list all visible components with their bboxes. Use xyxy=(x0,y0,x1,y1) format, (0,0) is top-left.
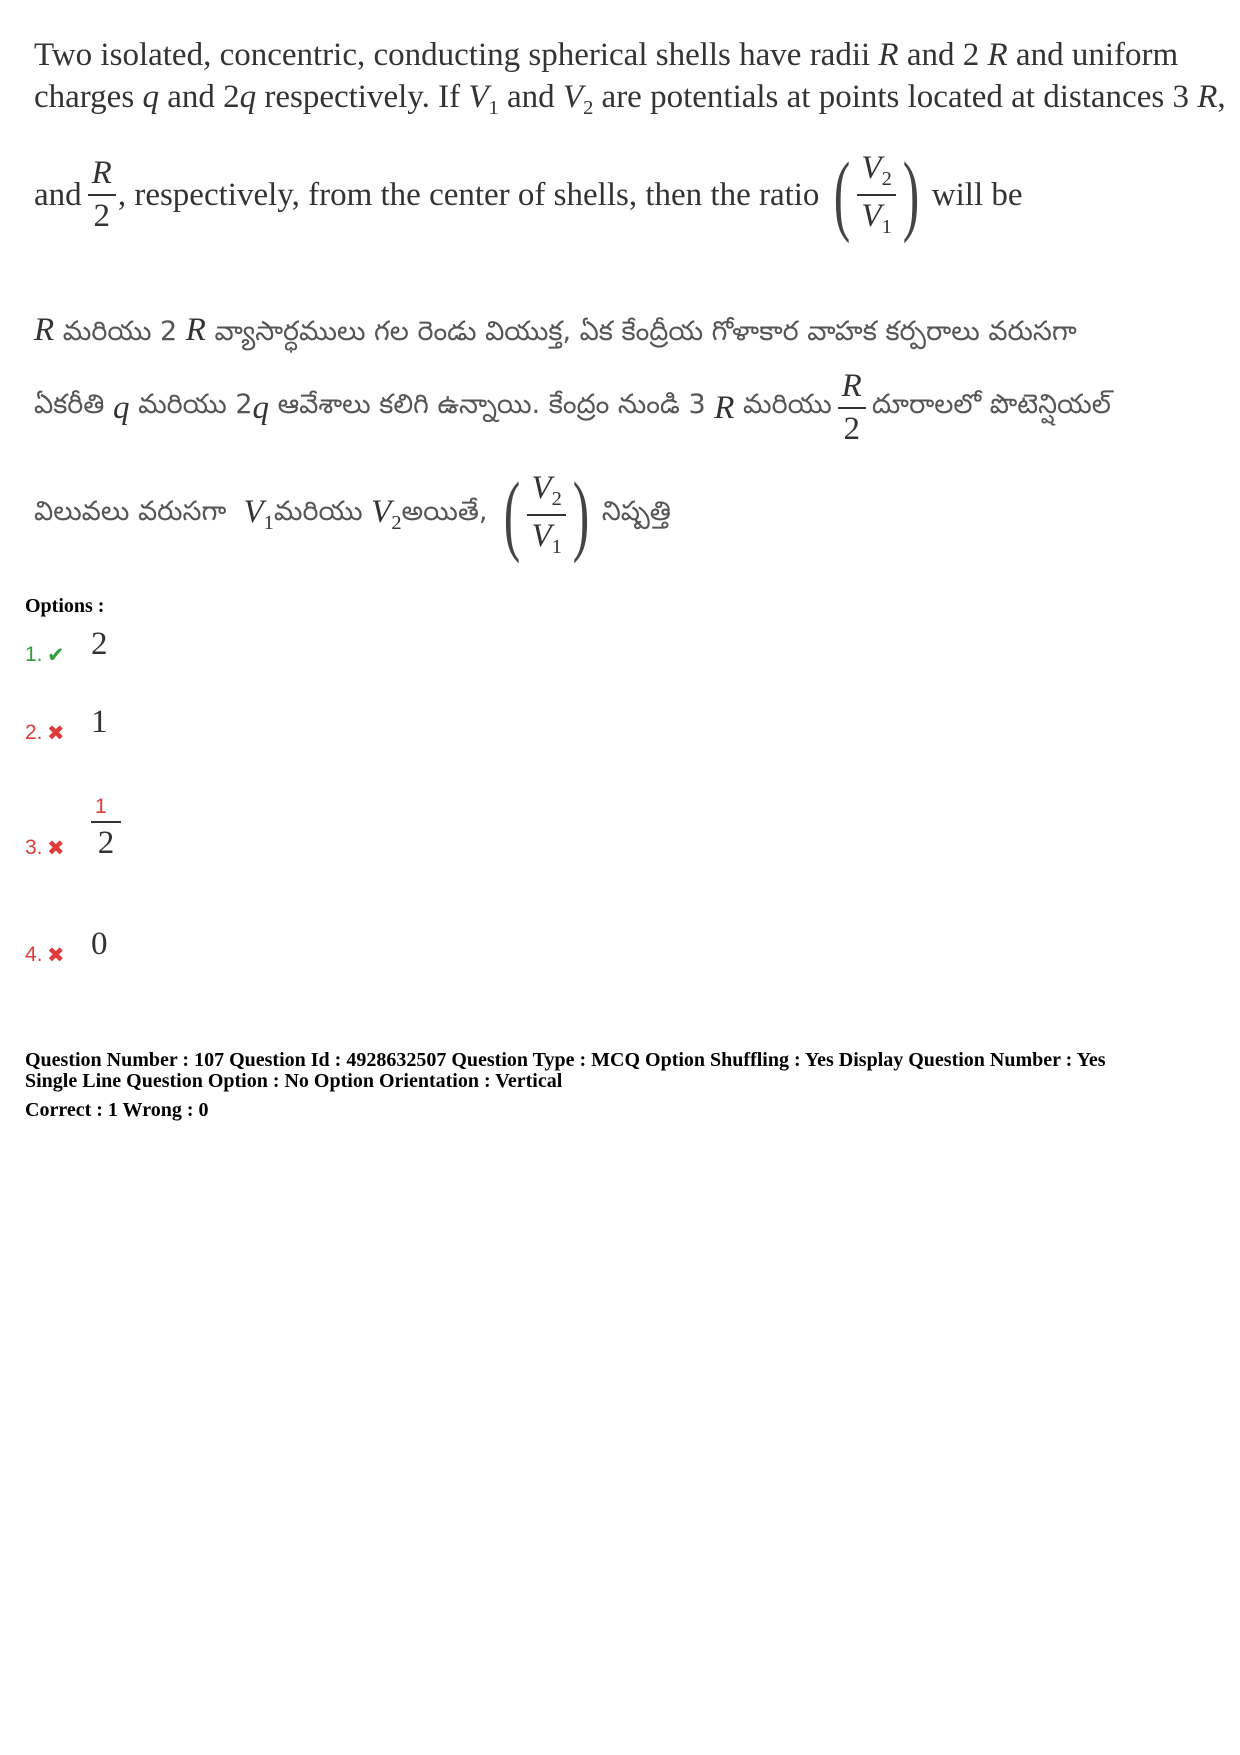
var-R: R xyxy=(1197,79,1218,115)
option-value: 1 xyxy=(91,704,108,740)
fraction-R-over-2 xyxy=(838,370,866,446)
question-score: Correct : 1 Wrong : 0 xyxy=(25,1099,209,1121)
var-q: q xyxy=(113,389,130,426)
denominator: 2 xyxy=(93,198,110,234)
question-text-english xyxy=(34,34,1226,129)
text: ఏకరీతి xyxy=(34,389,105,420)
var-V2 xyxy=(371,494,401,535)
numerator xyxy=(527,472,565,516)
left-paren: ( xyxy=(834,145,851,244)
numerator xyxy=(857,152,895,196)
v: V xyxy=(243,494,264,531)
fraction xyxy=(857,152,895,237)
text: మరియు xyxy=(743,389,832,420)
var-q: q xyxy=(252,389,270,426)
v: V xyxy=(861,198,882,234)
text: charges xyxy=(34,79,135,115)
option-number: 4. xyxy=(25,943,43,966)
right-paren: ) xyxy=(902,145,920,244)
subscript: 1 xyxy=(263,512,274,535)
fraction xyxy=(527,472,565,557)
v: V xyxy=(531,518,552,554)
text: , xyxy=(1217,79,1226,115)
left-paren: ( xyxy=(504,465,521,564)
option-number: 2. xyxy=(25,721,43,744)
text: and uniform xyxy=(1015,37,1179,73)
text: విలువలు వరుసగా xyxy=(34,496,227,527)
options-label: Options : xyxy=(25,595,105,617)
text: దూరాలలో పొటెన్షియల్ xyxy=(871,389,1111,420)
option-3[interactable] xyxy=(25,796,121,860)
text: వ్యాసార్ధములు గల రెండు వియుక్త, ఏక కేంద్రీయ గోళాకార వాహక కర్పరాలు వరుసగా xyxy=(214,316,1077,347)
text: are potentials at points located at distances 3 xyxy=(601,79,1189,115)
cross-icon: ✖ xyxy=(47,721,65,745)
numerator: R xyxy=(88,157,116,196)
text: అయితే, xyxy=(401,496,488,527)
denominator: 2 xyxy=(843,411,860,447)
subscript: 2 xyxy=(551,488,562,511)
question-telugu-line-1 xyxy=(34,312,1204,354)
option-number: 3. xyxy=(25,836,43,859)
option-value: 2 xyxy=(91,626,108,662)
subscript: 1 xyxy=(488,97,499,120)
denominator xyxy=(527,516,565,558)
option-2[interactable] xyxy=(25,706,108,745)
check-icon: ✔ xyxy=(47,643,65,667)
cross-icon: ✖ xyxy=(47,836,65,860)
question-meta-line-2: Single Line Question Option : No Option Orientation : Vertical xyxy=(25,1070,563,1092)
question-line-2 xyxy=(34,76,1226,129)
text: మరియు xyxy=(273,496,363,527)
text: ఆవేశాలు కలిగి ఉన్నాయి. కేంద్రం నుండి 3 xyxy=(277,389,706,420)
numerator: R xyxy=(838,370,866,409)
option-value: 0 xyxy=(91,926,108,962)
text: respectively. If xyxy=(264,79,461,115)
subscript: 1 xyxy=(551,536,562,559)
v: V xyxy=(861,150,882,187)
numerator: 1 xyxy=(91,796,121,823)
var-V2 xyxy=(562,79,594,120)
var-R: R xyxy=(878,37,899,73)
subscript: 1 xyxy=(881,216,892,239)
subscript: 2 xyxy=(391,512,402,535)
question-telugu-line-3 xyxy=(34,465,1204,564)
denominator: 2 xyxy=(97,825,115,861)
text: will be xyxy=(931,176,1023,213)
var-V1 xyxy=(468,79,499,120)
right-paren: ) xyxy=(572,465,590,564)
var-R: R xyxy=(185,312,206,348)
question-line-3 xyxy=(34,145,1023,245)
question-meta-line-1: Question Number : 107 Question Id : 4928632507 Question Type : MCQ Option Shuffling : Yes Display Question Number : Yes xyxy=(25,1049,1106,1071)
option-1[interactable] xyxy=(25,628,108,667)
text: , respectively, from the center of shells, then the ratio xyxy=(117,176,820,213)
var-R: R xyxy=(987,37,1008,73)
var-R: R xyxy=(34,312,55,348)
text: and xyxy=(507,79,555,115)
v: V xyxy=(371,494,392,531)
ratio-V2-over-V1 xyxy=(497,465,595,564)
text: నిష్పత్తి xyxy=(601,496,671,527)
text: మరియు 2 xyxy=(138,389,253,420)
text: and 2 xyxy=(906,37,980,73)
option-4[interactable] xyxy=(25,928,108,967)
text: Two isolated, concentric, conducting spherical shells have radii xyxy=(34,37,871,73)
text: and 2 xyxy=(167,79,240,115)
var-R: R xyxy=(714,389,735,426)
subscript: 2 xyxy=(881,168,892,191)
subscript: 2 xyxy=(583,97,594,120)
cross-icon: ✖ xyxy=(47,943,65,967)
option-number: 1. xyxy=(25,643,43,666)
ratio-V2-over-V1 xyxy=(827,145,925,244)
v: V xyxy=(468,79,489,115)
text: మరియు 2 xyxy=(62,316,178,347)
question-line-1 xyxy=(34,34,1204,76)
fraction-R-over-2 xyxy=(88,157,116,233)
v: V xyxy=(562,79,584,115)
text: and xyxy=(34,176,82,213)
denominator xyxy=(857,196,895,238)
option-value-fraction xyxy=(91,796,121,860)
v: V xyxy=(531,470,552,507)
var-q: q xyxy=(142,79,159,115)
question-telugu-line-2 xyxy=(34,370,1204,446)
var-V1 xyxy=(244,494,274,535)
var-q: q xyxy=(239,79,257,115)
